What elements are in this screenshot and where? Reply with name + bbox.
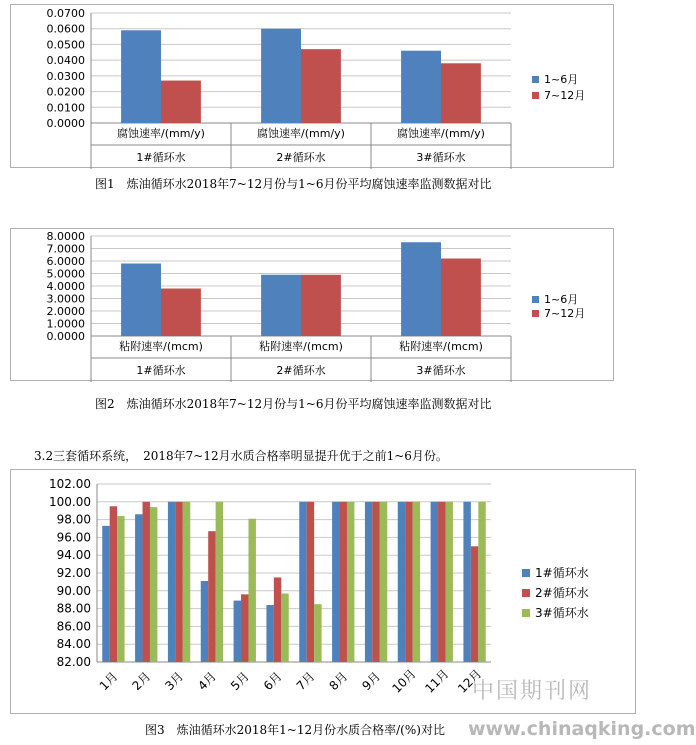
bar xyxy=(380,502,387,662)
x-tick-label: 2#循环水 xyxy=(276,364,326,377)
y-tick-label: 0.0000 xyxy=(46,117,85,130)
x-tick-label: 1月 xyxy=(96,669,121,694)
x-tick-label: 1#循环水 xyxy=(136,151,186,164)
bar xyxy=(102,526,109,662)
x-tick-label: 10月 xyxy=(389,666,419,696)
bar xyxy=(266,605,273,662)
x-axis-label: 腐蚀速率/(mm/y) xyxy=(117,127,205,140)
bar xyxy=(438,502,445,662)
legend-label: 7~12月 xyxy=(544,307,586,320)
y-tick-label: 4.0000 xyxy=(46,280,85,293)
y-tick-label: 92.00 xyxy=(56,566,91,580)
legend-label: 1~6月 xyxy=(544,293,579,306)
legend-swatch xyxy=(522,569,530,577)
bar xyxy=(248,519,255,662)
legend-label: 1~6月 xyxy=(544,73,579,86)
x-tick-label: 12月 xyxy=(455,666,485,696)
y-tick-label: 0.0700 xyxy=(46,7,85,20)
legend-swatch xyxy=(532,76,539,83)
bar xyxy=(405,502,412,662)
x-axis-label: 粘附速率/(mcm) xyxy=(259,340,343,353)
bar xyxy=(332,502,339,662)
y-tick-label: 94.00 xyxy=(56,548,91,563)
figure-1-caption: 图1 炼油循环水2018年7~12月份与1~6月份平均腐蚀速率监测数据对比 xyxy=(95,177,492,191)
bar xyxy=(117,516,124,662)
bar xyxy=(261,275,301,336)
bar xyxy=(110,506,117,662)
y-tick-label: 0.0100 xyxy=(46,101,85,115)
bar xyxy=(478,502,485,662)
y-tick-label: 102.00 xyxy=(49,477,91,491)
bar xyxy=(281,593,288,662)
legend-swatch xyxy=(532,310,539,317)
chart-2-svg xyxy=(11,229,613,380)
bar xyxy=(463,502,470,662)
x-tick-label: 3#循环水 xyxy=(416,151,466,164)
x-tick-label: 9月 xyxy=(359,669,384,694)
chart-2-adhesion-rate xyxy=(10,228,614,381)
x-tick-label: 5月 xyxy=(228,669,252,694)
x-tick-label: 8月 xyxy=(326,669,351,694)
bar xyxy=(401,51,441,123)
legend-label: 7~12月 xyxy=(544,89,586,102)
bar xyxy=(301,275,341,336)
legend-label: 1#循环水 xyxy=(535,566,589,580)
bar xyxy=(274,577,281,662)
bar xyxy=(441,63,481,123)
bar xyxy=(445,502,452,662)
bar xyxy=(183,502,190,662)
y-tick-label: 6.0000 xyxy=(46,255,85,268)
y-tick-label: 2.0000 xyxy=(46,305,85,318)
y-tick-label: 100.00 xyxy=(49,494,91,509)
y-tick-label: 0.0400 xyxy=(46,54,85,68)
x-tick-label: 7月 xyxy=(293,669,318,694)
section-text: 3.2三套循环系统， 2018年7~12月水质合格率明显提升优于之前1~6月份。 xyxy=(34,449,448,463)
figure-3-caption: 图3 炼油循环水2018年1~12月份水质合格率/(%)对比 xyxy=(145,723,445,737)
bar xyxy=(175,502,182,662)
legend-swatch xyxy=(522,589,530,597)
bar xyxy=(347,502,354,662)
x-tick-label: 3月 xyxy=(162,669,187,694)
chart-1-svg xyxy=(11,5,613,167)
bar xyxy=(143,502,150,662)
legend-label: 3#循环水 xyxy=(535,606,589,620)
bar xyxy=(121,30,161,123)
bar xyxy=(216,502,223,662)
x-tick-label: 6月 xyxy=(260,669,285,694)
y-tick-label: 84.00 xyxy=(56,637,91,652)
bar xyxy=(135,514,142,662)
x-tick-label: 2月 xyxy=(129,669,154,694)
x-tick-label: 3#循环水 xyxy=(416,364,466,377)
x-axis-label: 腐蚀速率/(mm/y) xyxy=(397,127,485,140)
bar xyxy=(150,507,157,662)
x-tick-label: 4月 xyxy=(195,669,219,694)
watermark-cn: 中国期刊网 xyxy=(472,679,593,704)
bar xyxy=(431,502,438,662)
y-tick-label: 90.00 xyxy=(56,583,91,598)
y-tick-label: 0.0200 xyxy=(46,85,85,99)
bar xyxy=(121,264,161,337)
bar xyxy=(168,502,175,662)
x-tick-label: 11月 xyxy=(422,666,452,696)
bar xyxy=(314,604,321,662)
bar xyxy=(301,49,341,123)
legend-swatch xyxy=(522,609,530,617)
y-tick-label: 0.0500 xyxy=(46,38,85,52)
y-tick-label: 0.0300 xyxy=(46,69,85,83)
legend-swatch xyxy=(532,296,539,303)
bar xyxy=(241,594,248,662)
x-axis-label: 粘附速率/(mcm) xyxy=(119,340,203,353)
bar xyxy=(299,502,306,662)
y-tick-label: 8.0000 xyxy=(46,230,85,243)
bar xyxy=(471,546,478,662)
figure-2-caption: 图2 炼油循环水2018年7~12月份与1~6月份平均腐蚀速率监测数据对比 xyxy=(95,397,492,411)
chart-1-corrosion-rate xyxy=(10,4,614,168)
bar xyxy=(234,601,241,662)
bar xyxy=(208,531,215,662)
bar xyxy=(441,259,481,337)
watermark-url: www.chinaqking.com xyxy=(468,718,696,740)
y-tick-label: 88.00 xyxy=(56,601,91,616)
y-tick-label: 1.0000 xyxy=(46,317,85,331)
bar xyxy=(365,502,372,662)
y-tick-label: 0.0000 xyxy=(46,330,85,343)
bar xyxy=(161,289,201,337)
bar xyxy=(340,502,347,662)
bar xyxy=(372,502,379,662)
y-tick-label: 86.00 xyxy=(56,619,91,634)
bar xyxy=(413,502,420,662)
bar xyxy=(201,581,208,662)
bar xyxy=(398,502,405,662)
y-tick-label: 98.00 xyxy=(56,512,91,527)
y-tick-label: 5.0000 xyxy=(46,267,85,281)
x-axis-label: 粘附速率/(mcm) xyxy=(399,340,483,353)
bar xyxy=(261,29,301,123)
y-tick-label: 0.0600 xyxy=(46,22,85,36)
x-axis-label: 腐蚀速率/(mm/y) xyxy=(257,127,345,140)
y-tick-label: 3.0000 xyxy=(46,292,85,306)
legend-label: 2#循环水 xyxy=(535,586,589,600)
legend-swatch xyxy=(532,92,539,99)
x-tick-label: 2#循环水 xyxy=(276,151,326,164)
y-tick-label: 82.00 xyxy=(56,655,91,669)
bar xyxy=(161,81,201,123)
y-tick-label: 96.00 xyxy=(56,530,91,545)
y-tick-label: 7.0000 xyxy=(46,242,85,256)
bar xyxy=(307,502,314,662)
x-tick-label: 1#循环水 xyxy=(136,364,186,377)
bar xyxy=(401,242,441,336)
